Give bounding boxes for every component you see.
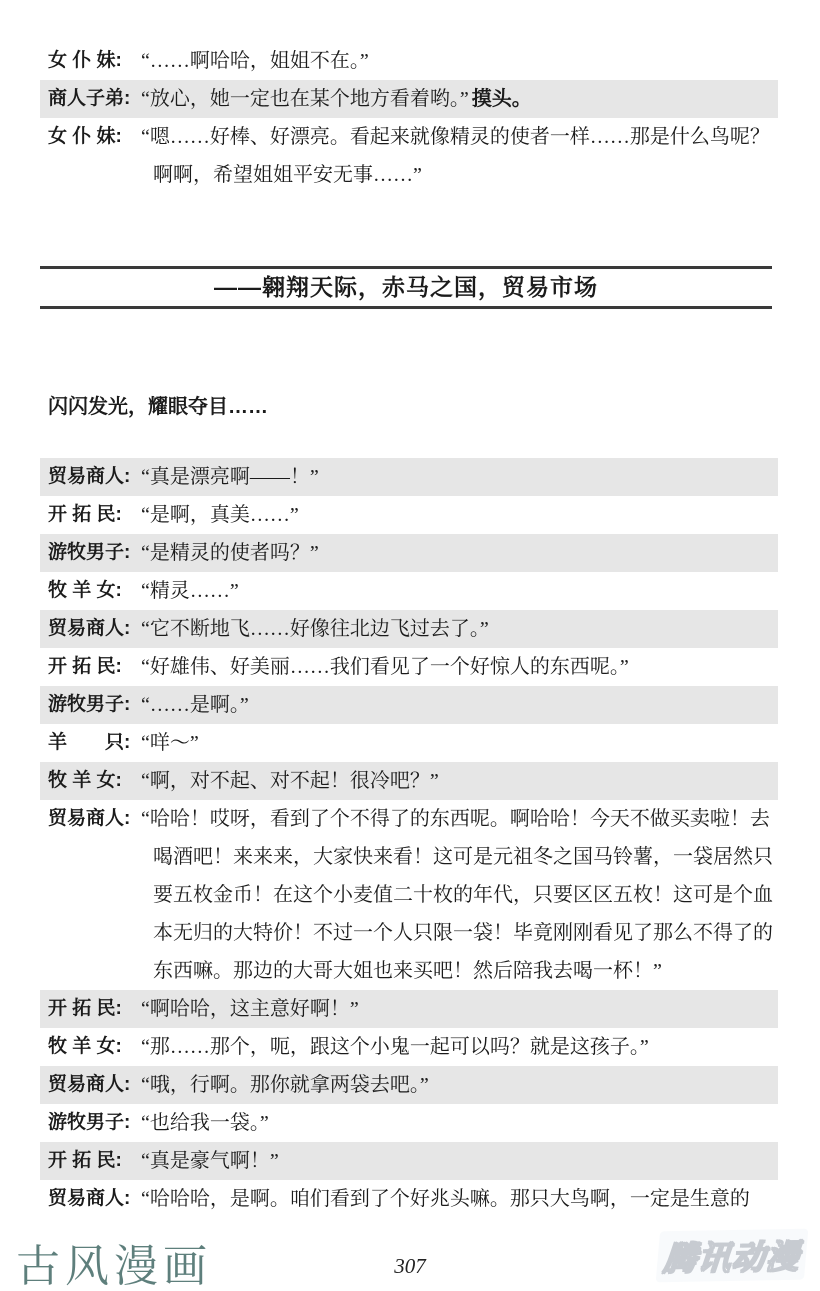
dialogue-line <box>141 572 773 610</box>
dialogue-row <box>40 724 778 762</box>
dialogue-row <box>40 648 778 686</box>
dialogue-line <box>141 1066 773 1104</box>
dialogue-row <box>40 610 778 648</box>
speaker-name: 贸易商人: <box>48 1188 131 1209</box>
dialogue-line <box>141 80 773 118</box>
dialogue-row <box>40 118 778 194</box>
dialogue-line <box>141 800 773 990</box>
speaker-name: 牧 羊 女: <box>48 580 122 601</box>
dialogue-text: “啊哈哈，这主意好啊！” <box>141 998 359 1020</box>
speaker-name: 游牧男子: <box>48 694 131 715</box>
dialogue-line <box>141 534 773 572</box>
dialogue-row <box>40 990 778 1028</box>
dialogue-line <box>141 762 773 800</box>
dialogue-row <box>40 80 778 118</box>
speaker-name: 牧 羊 女: <box>48 1036 122 1057</box>
speaker-name: 开 拓 民: <box>48 504 122 525</box>
page-number: 307 <box>394 1254 426 1278</box>
dialogue-text: “放心，她一定也在某个地方看着哟。” <box>141 88 469 110</box>
market-dialogue-list <box>40 458 778 1218</box>
speaker-name: 女 仆 妹: <box>48 50 122 71</box>
dialogue-text: “真是漂亮啊——！” <box>141 466 319 488</box>
speaker-name: 贸易商人: <box>48 466 131 487</box>
dialogue-text: “哈哈哈，是啊。咱们看到了个好兆头嘛。那只大鸟啊，一定是生意的 <box>141 1188 750 1210</box>
dialogue-line <box>141 118 773 194</box>
dialogue-line <box>141 1104 773 1142</box>
dialogue-line <box>141 458 773 496</box>
dialogue-row <box>40 762 778 800</box>
header-dialogue-list <box>40 42 778 194</box>
dialogue-line <box>141 1142 773 1180</box>
dialogue-row <box>40 458 778 496</box>
dialogue-line <box>141 1028 773 1066</box>
dialogue-text: “……是啊。” <box>141 694 249 716</box>
speaker-name: 牧 羊 女: <box>48 770 122 791</box>
speaker-name: 游牧男子: <box>48 542 131 563</box>
section-header <box>40 266 772 309</box>
dialogue-row <box>40 686 778 724</box>
dialogue-row <box>40 534 778 572</box>
dialogue-text: “真是豪气啊！” <box>141 1150 279 1172</box>
dialogue-row <box>40 800 778 990</box>
dialogue-text: “那……那个，呃，跟这个小鬼一起可以吗？就是这孩子。” <box>141 1036 649 1058</box>
dialogue-row <box>40 1104 778 1142</box>
narration-line: 闪闪发光，耀眼夺目…… <box>48 396 268 418</box>
dialogue-text: “……啊哈哈，姐姐不在。” <box>141 50 369 72</box>
dialogue-row <box>40 1066 778 1104</box>
dialogue-text: “是精灵的使者吗？” <box>141 542 319 564</box>
tencent-comics-logo: 腾讯动漫 <box>656 1229 809 1283</box>
dialogue-row <box>40 42 778 80</box>
speaker-name: 开 拓 民: <box>48 998 122 1019</box>
dialogue-text: “好雄伟、好美丽……我们看见了一个好惊人的东西呢。” <box>141 656 629 678</box>
speaker-name: 女 仆 妹: <box>48 126 122 147</box>
dialogue-text: “啊，对不起、对不起！很冷吧？” <box>141 770 439 792</box>
section-title: ——翱翔天际，赤马之国，贸易市场 <box>214 274 598 300</box>
action-text: 摸头。 <box>471 88 532 110</box>
dialogue-text: “哈哈！哎呀，看到了个不得了的东西呢。啊哈哈！今天不做买卖啦！去喝酒吧！来来来，大家快来看！这可是元祖冬之国马铃薯，一袋居然只要五枚金币！在这个小麦值二十枚的年代，只要区区五枚！这可是个血本无归的大特价！不过一个人只限一袋！毕竟刚刚看见了那么不得了的东西嘛。那边的大哥大姐也来买吧！然后陪我去喝一杯！” <box>141 808 773 982</box>
dialogue-row <box>40 1142 778 1180</box>
dialogue-line <box>141 724 773 762</box>
dialogue-text: “它不断地飞……好像往北边飞过去了。” <box>141 618 489 640</box>
dialogue-text: “哦，行啊。那你就拿两袋去吧。” <box>141 1074 429 1096</box>
site-watermark: 古风漫画 <box>16 1242 212 1291</box>
dialogue-row <box>40 496 778 534</box>
speaker-name: 开 拓 民: <box>48 656 122 677</box>
dialogue-text: “是啊，真美……” <box>141 504 299 526</box>
speaker-name: 游牧男子: <box>48 1112 131 1133</box>
speaker-name: 贸易商人: <box>48 1074 131 1095</box>
dialogue-text: “咩～” <box>141 732 199 754</box>
dialogue-text: “嗯……好棒、好漂亮。看起来就像精灵的使者一样……那是什么鸟呢？啊啊，希望姐姐平安无事……” <box>141 126 770 186</box>
dialogue-row <box>40 1180 778 1218</box>
speaker-name: 羊 只: <box>48 732 131 753</box>
dialogue-line <box>141 42 773 80</box>
speaker-name: 贸易商人: <box>48 618 131 639</box>
dialogue-line <box>141 990 773 1028</box>
dialogue-line <box>141 648 773 686</box>
dialogue-text: “也给我一袋。” <box>141 1112 269 1134</box>
dialogue-line <box>141 686 773 724</box>
speaker-name: 开 拓 民: <box>48 1150 122 1171</box>
dialogue-line <box>141 1180 773 1218</box>
dialogue-row <box>40 572 778 610</box>
speaker-name: 商人子弟: <box>48 88 131 109</box>
dialogue-line <box>141 610 773 648</box>
dialogue-row <box>40 1028 778 1066</box>
dialogue-line <box>141 496 773 534</box>
dialogue-text: “精灵……” <box>141 580 239 602</box>
speaker-name: 贸易商人: <box>48 808 131 829</box>
